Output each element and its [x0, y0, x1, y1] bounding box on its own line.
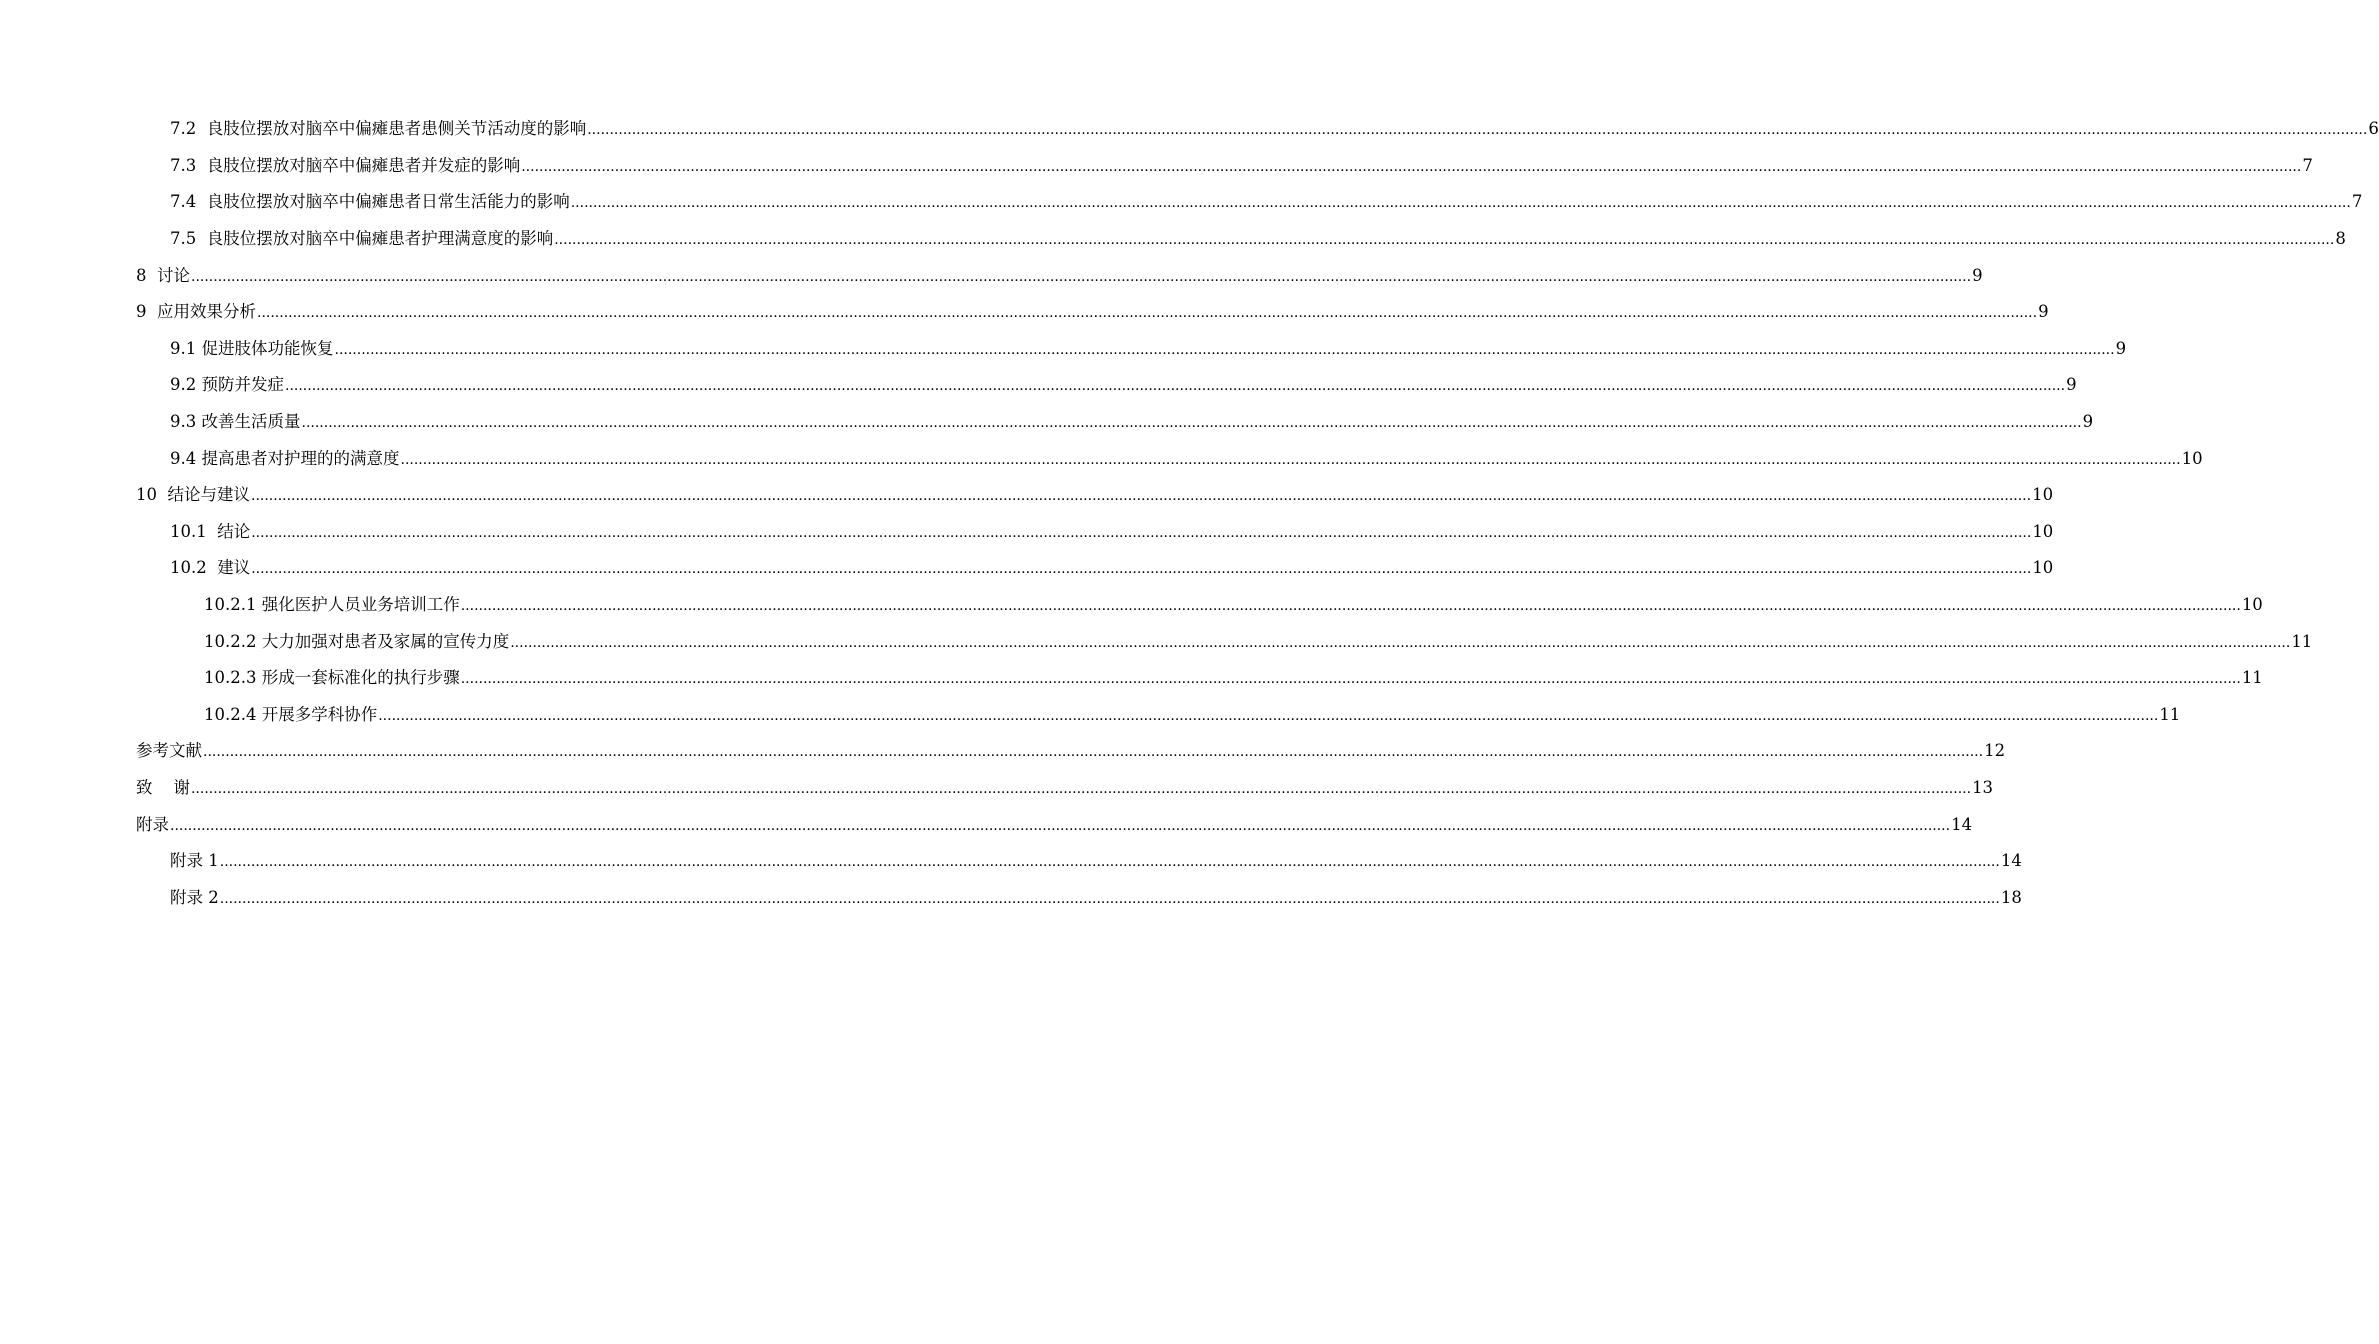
toc-entry-title: 7.3 良肢位摆放对脑卒中偏瘫患者并发症的影响	[170, 155, 521, 175]
toc-entry-title: 8 讨论	[136, 265, 190, 285]
toc-entry[interactable]	[136, 367, 2077, 404]
toc-page-number: 12	[1984, 741, 2006, 761]
dot-leader: ................................................................................................................................................................................................................................................................................................................................................................................................................	[219, 890, 2000, 907]
toc-entry[interactable]	[136, 184, 2363, 221]
dot-leader: ................................................................................................................................................................................................................................................................................................................................................................................................................	[400, 451, 2181, 468]
toc-page-number: 9	[2082, 412, 2094, 432]
dot-leader: ................................................................................................................................................................................................................................................................................................................................................................................................................	[378, 707, 2159, 724]
toc-entry-title: 10.2.1 强化医护人员业务培训工作	[204, 595, 460, 615]
toc-entry-title: 9.2 预防并发症	[170, 375, 284, 395]
dot-leader: ................................................................................................................................................................................................................................................................................................................................................................................................................	[190, 780, 1972, 797]
toc-page-number: 9	[2115, 338, 2127, 358]
toc-page-number: 9	[2066, 375, 2077, 395]
toc-entry-title: 9.1 促进肢体功能恢复	[170, 338, 334, 358]
toc-entry[interactable]	[136, 331, 2127, 368]
toc-entry[interactable]	[136, 806, 1973, 843]
toc-entry[interactable]	[136, 770, 1994, 807]
dot-leader: ................................................................................................................................................................................................................................................................................................................................................................................................................	[587, 122, 2368, 139]
dot-leader: ................................................................................................................................................................................................................................................................................................................................................................................................................	[301, 415, 2082, 432]
toc-page-number: 14	[1951, 814, 1973, 834]
toc-entry[interactable]	[136, 148, 2313, 185]
toc-entry-title: 附录 2	[170, 887, 219, 907]
toc-page-number: 10	[2241, 595, 2263, 615]
toc-entry-title: 7.5 良肢位摆放对脑卒中偏瘫患者护理满意度的影响	[170, 229, 554, 249]
toc-page-number: 8	[2335, 229, 2346, 249]
toc-entry-title: 10 结论与建议	[136, 485, 250, 505]
toc-entry-title: 7.2 良肢位摆放对脑卒中偏瘫患者患侧关节活动度的影响	[170, 119, 587, 139]
toc-entry-title: 10.2.4 开展多学科协作	[204, 704, 378, 724]
toc-entry-title: 致 谢	[136, 777, 190, 797]
toc-page-number: 7	[2302, 155, 2313, 175]
dot-leader: ................................................................................................................................................................................................................................................................................................................................................................................................................	[460, 671, 2241, 688]
toc-page-number: 18	[2000, 887, 2022, 907]
toc-entry[interactable]	[136, 514, 2054, 551]
toc-entry-title: 附录	[136, 814, 169, 834]
table-of-contents	[136, 111, 2379, 916]
dot-leader: ................................................................................................................................................................................................................................................................................................................................................................................................................	[257, 305, 2038, 322]
toc-entry-title: 10.1 结论	[170, 521, 251, 541]
dot-leader: ................................................................................................................................................................................................................................................................................................................................................................................................................	[285, 378, 2066, 395]
toc-entry-title: 10.2.2 大力加强对患者及家属的宣传力度	[204, 631, 510, 651]
toc-entry[interactable]	[136, 111, 2379, 148]
dot-leader: ................................................................................................................................................................................................................................................................................................................................................................................................................	[570, 195, 2351, 212]
toc-page-number: 10	[2181, 448, 2203, 468]
toc-page-number: 13	[1972, 777, 1994, 797]
dot-leader: ................................................................................................................................................................................................................................................................................................................................................................................................................	[510, 634, 2291, 651]
dot-leader: ................................................................................................................................................................................................................................................................................................................................................................................................................	[334, 341, 2115, 358]
toc-page-number: 11	[2291, 631, 2313, 651]
toc-entry-title: 9.3 改善生活质量	[170, 412, 301, 432]
toc-page-number: 14	[2000, 851, 2022, 871]
dot-leader: ................................................................................................................................................................................................................................................................................................................................................................................................................	[191, 268, 1972, 285]
toc-entry-title: 9.4 提高患者对护理的的满意度	[170, 448, 400, 468]
toc-entry-title: 10.2.3 形成一套标准化的执行步骤	[204, 668, 460, 688]
dot-leader: ................................................................................................................................................................................................................................................................................................................................................................................................................	[203, 744, 1984, 761]
toc-entry[interactable]	[136, 294, 2049, 331]
toc-page-number: 6	[2368, 119, 2379, 139]
toc-page-number: 10	[2032, 521, 2054, 541]
dot-leader: ................................................................................................................................................................................................................................................................................................................................................................................................................	[251, 524, 2032, 541]
toc-page-number: 10	[2032, 558, 2054, 578]
toc-page-number: 7	[2351, 192, 2363, 212]
dot-leader: ................................................................................................................................................................................................................................................................................................................................................................................................................	[251, 561, 2032, 578]
toc-entry-title: 10.2 建议	[170, 558, 251, 578]
toc-entry[interactable]	[136, 843, 2022, 880]
toc-page-number: 9	[1972, 265, 1983, 285]
dot-leader: ................................................................................................................................................................................................................................................................................................................................................................................................................	[219, 854, 2000, 871]
toc-entry[interactable]	[136, 660, 2263, 697]
toc-entry-title: 9 应用效果分析	[136, 302, 256, 322]
toc-entry[interactable]	[136, 623, 2313, 660]
dot-leader: ................................................................................................................................................................................................................................................................................................................................................................................................................	[170, 817, 1951, 834]
toc-entry-title: 参考文献	[136, 741, 202, 761]
toc-entry[interactable]	[136, 587, 2263, 624]
dot-leader: ................................................................................................................................................................................................................................................................................................................................................................................................................	[460, 598, 2241, 615]
toc-entry-title: 附录 1	[170, 851, 219, 871]
toc-entry[interactable]	[136, 477, 2054, 514]
toc-page-number: 10	[2032, 485, 2054, 505]
toc-entry[interactable]	[136, 440, 2203, 477]
toc-page-number: 11	[2241, 668, 2263, 688]
toc-entry[interactable]	[136, 550, 2054, 587]
dot-leader: ................................................................................................................................................................................................................................................................................................................................................................................................................	[521, 158, 2302, 175]
dot-leader: ................................................................................................................................................................................................................................................................................................................................................................................................................	[554, 232, 2335, 249]
toc-entry[interactable]	[136, 879, 2022, 916]
toc-entry[interactable]	[136, 404, 2094, 441]
toc-entry[interactable]	[136, 697, 2181, 734]
toc-entry[interactable]	[136, 221, 2346, 258]
toc-entry[interactable]	[136, 733, 2006, 770]
toc-entry-title: 7.4 良肢位摆放对脑卒中偏瘫患者日常生活能力的影响	[170, 192, 570, 212]
toc-page-number: 9	[2038, 302, 2049, 322]
toc-page-number: 11	[2159, 704, 2181, 724]
toc-entry[interactable]	[136, 257, 1983, 294]
dot-leader: ................................................................................................................................................................................................................................................................................................................................................................................................................	[251, 488, 2032, 505]
